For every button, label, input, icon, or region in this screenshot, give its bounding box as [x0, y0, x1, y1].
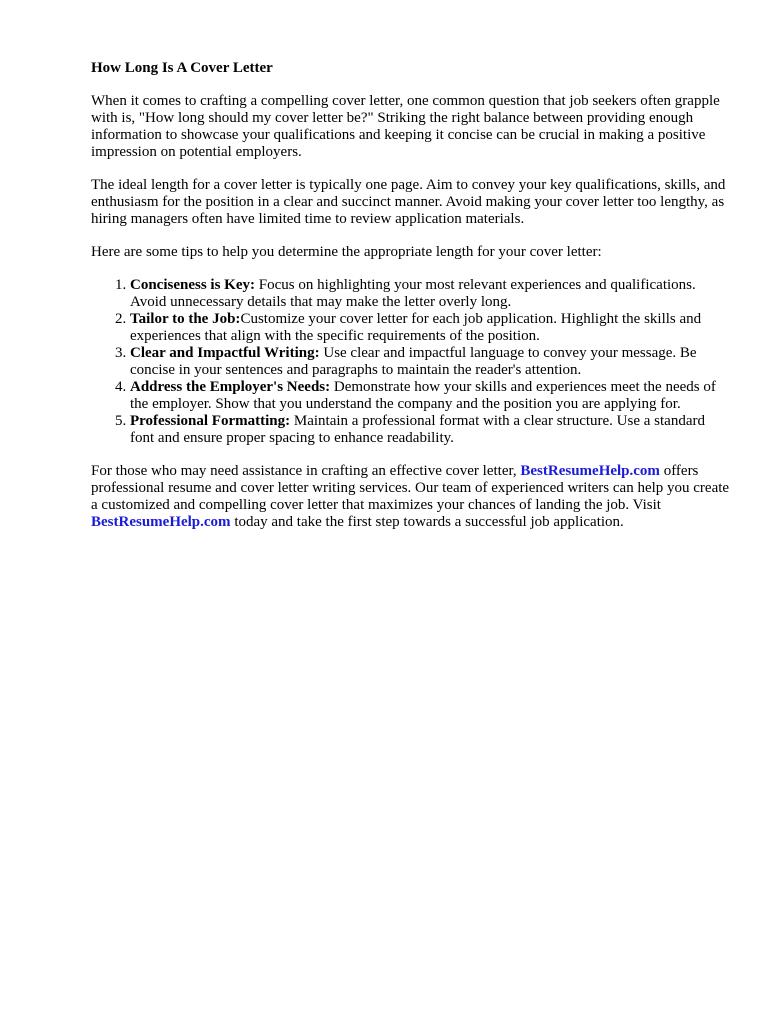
tip-item-4: [130, 379, 731, 413]
tip-title-2: Tailor to the Job:: [130, 311, 241, 327]
closing-text-2: offers professional resume and cover letter writing services. Our team of experienced writers can help you create a customized and compelling cover letter that maximizes your chances of landing the job. Visit: [91, 463, 730, 513]
intro-paragraph-1: When it comes to crafting a compelling cover letter, one common question that job seekers often grapple with is, "How long should my cover letter be?" Striking the right balance between providing enough information to showcase your qualifications and keeping it concise can be crucial in making a positive impression on potential employers.: [91, 93, 720, 160]
tips-list: [91, 277, 731, 447]
tip-text-1: Focus on highlighting your most relevant experiences and qualifications. Avoid unnecessary details that may make the letter overly long.: [130, 277, 696, 310]
document-page: [91, 60, 731, 547]
intro-paragraph-2: The ideal length for a cover letter is typically one page. Aim to convey your key qualifications, skills, and enthusiasm for the position in a clear and succinct manner. Avoid making your cover letter too lengthy, as hiring managers often have limited time to review application materials.: [91, 177, 726, 227]
tip-text-5: Maintain a professional format with a clear structure. Use a standard font and ensure proper spacing to enhance readability.: [130, 413, 705, 446]
document-title: How Long Is A Cover Letter: [91, 60, 273, 76]
closing-paragraph: [91, 463, 731, 531]
tip-title-1: Conciseness is Key:: [130, 277, 255, 293]
tip-title-3: Clear and Impactful Writing:: [130, 345, 320, 361]
tip-item-1: [130, 277, 731, 311]
tip-item-5: [130, 413, 731, 447]
tip-text-3: Use clear and impactful language to convey your message. Be concise in your sentences and paragraphs to maintain the reader's attention.: [130, 345, 697, 378]
bestresumehelp-link-2[interactable]: BestResumeHelp.com: [91, 514, 231, 530]
tip-text-2: Customize your cover letter for each job application. Highlight the skills and experiences that align with the specific requirements of the position.: [130, 311, 702, 344]
intro-paragraph-3: Here are some tips to help you determine the appropriate length for your cover letter:: [91, 244, 602, 260]
tip-title-4: Address the Employer's Needs:: [130, 379, 331, 395]
closing-text-3: today and take the first step towards a successful job application.: [230, 514, 624, 530]
tip-title-5: Professional Formatting:: [130, 413, 291, 429]
bestresumehelp-link-1[interactable]: BestResumeHelp.com: [520, 463, 660, 479]
tip-item-3: [130, 345, 731, 379]
tip-item-2: [130, 311, 731, 345]
tip-text-4: Demonstrate how your skills and experiences meet the needs of the employer. Show that you understand the company and the position you are applying for.: [130, 379, 716, 412]
closing-text-1: For those who may need assistance in crafting an effective cover letter,: [91, 463, 521, 479]
